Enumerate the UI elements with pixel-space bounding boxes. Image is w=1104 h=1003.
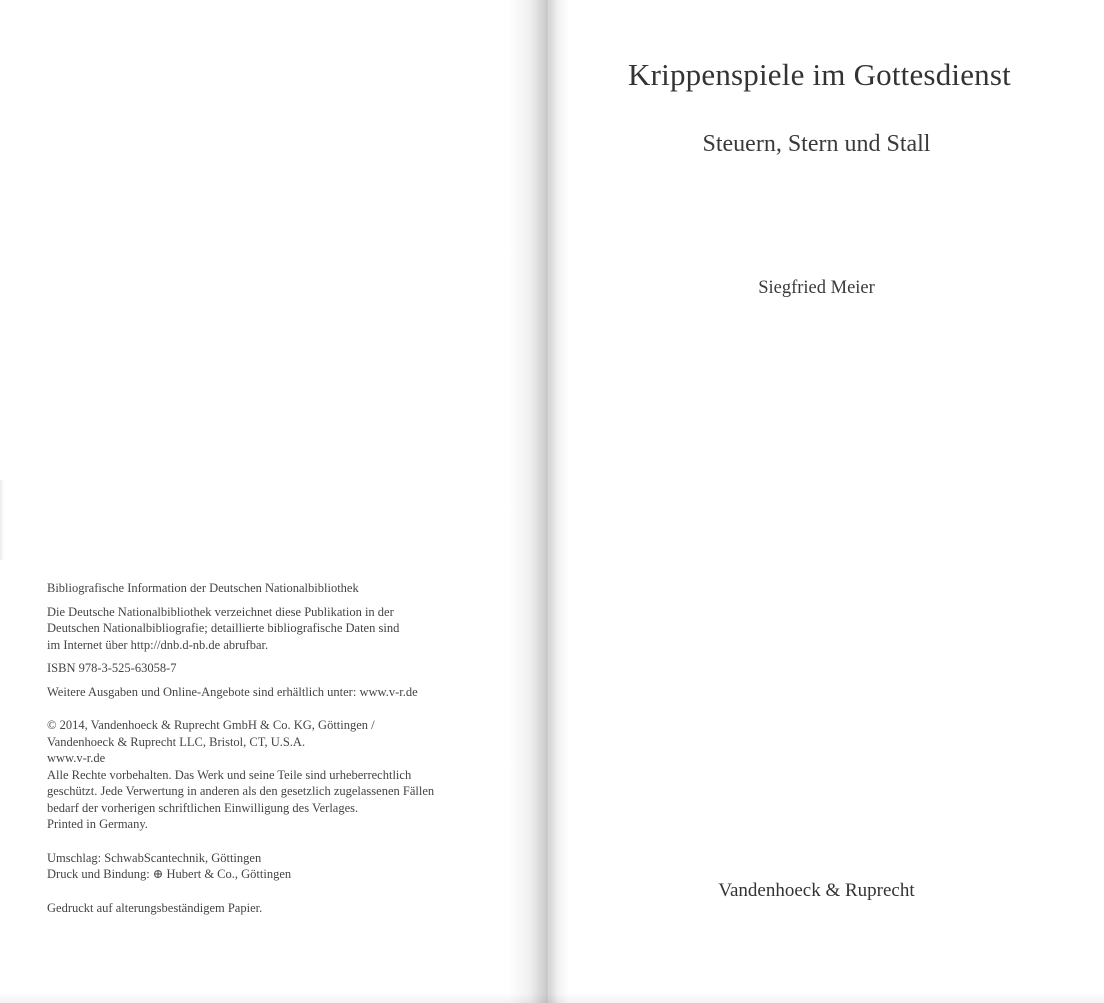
dnb-notice: Die Deutsche Nationalbibliothek verzeichnet diese Publikation in der Deutschen Nationalbibliografie; detaillierte bibliografische Daten sind im Internet über http://dnb.d-nb.de abrufbar. <box>47 604 400 652</box>
page-edge-shadow <box>0 480 4 560</box>
dnb-heading: Bibliografische Information der Deutschen Nationalbibliothek <box>47 581 359 595</box>
isbn: ISBN 978-3-525-63058-7 <box>47 661 177 675</box>
book-publisher: Vandenhoeck & Ruprecht <box>718 880 915 901</box>
book-title: Krippenspiele im Gottesdienst <box>628 57 1011 92</box>
further-editions: Weitere Ausgaben und Online-Angebote sind erhältlich unter: www.v-r.de <box>47 684 418 699</box>
book-subtitle: Steuern, Stern und Stall <box>702 131 931 157</box>
copyright-notice: © 2014, Vandenhoeck & Ruprecht GmbH & Co. KG, Göttingen / Vandenhoeck & Ruprecht LLC, Bristol, CT, U.S.A. www.v-r.de Alle Rechte vorbehalten. Das Werk und seine Teile sind urheberrechtlich geschützt. Jede Verwertung in anderen als den gesetzlich zugelassenen Fällen bedarf der vorherigen schriftlichen Einwilligung des Verlages. Printed in Germany. <box>47 718 435 831</box>
production-credits: Umschlag: SchwabScantechnik, Göttingen Druck und Bindung: ⊕ Hubert & Co., Göttingen <box>47 850 292 881</box>
paper-notice: Gedruckt auf alterungsbeständigem Papier. <box>47 900 263 915</box>
right-page-title <box>551 0 1104 1003</box>
book-author: Siegfried Meier <box>758 278 875 298</box>
bottom-shade <box>0 993 1104 1003</box>
left-page-imprint <box>0 0 548 1003</box>
imprint-block <box>47 580 517 916</box>
